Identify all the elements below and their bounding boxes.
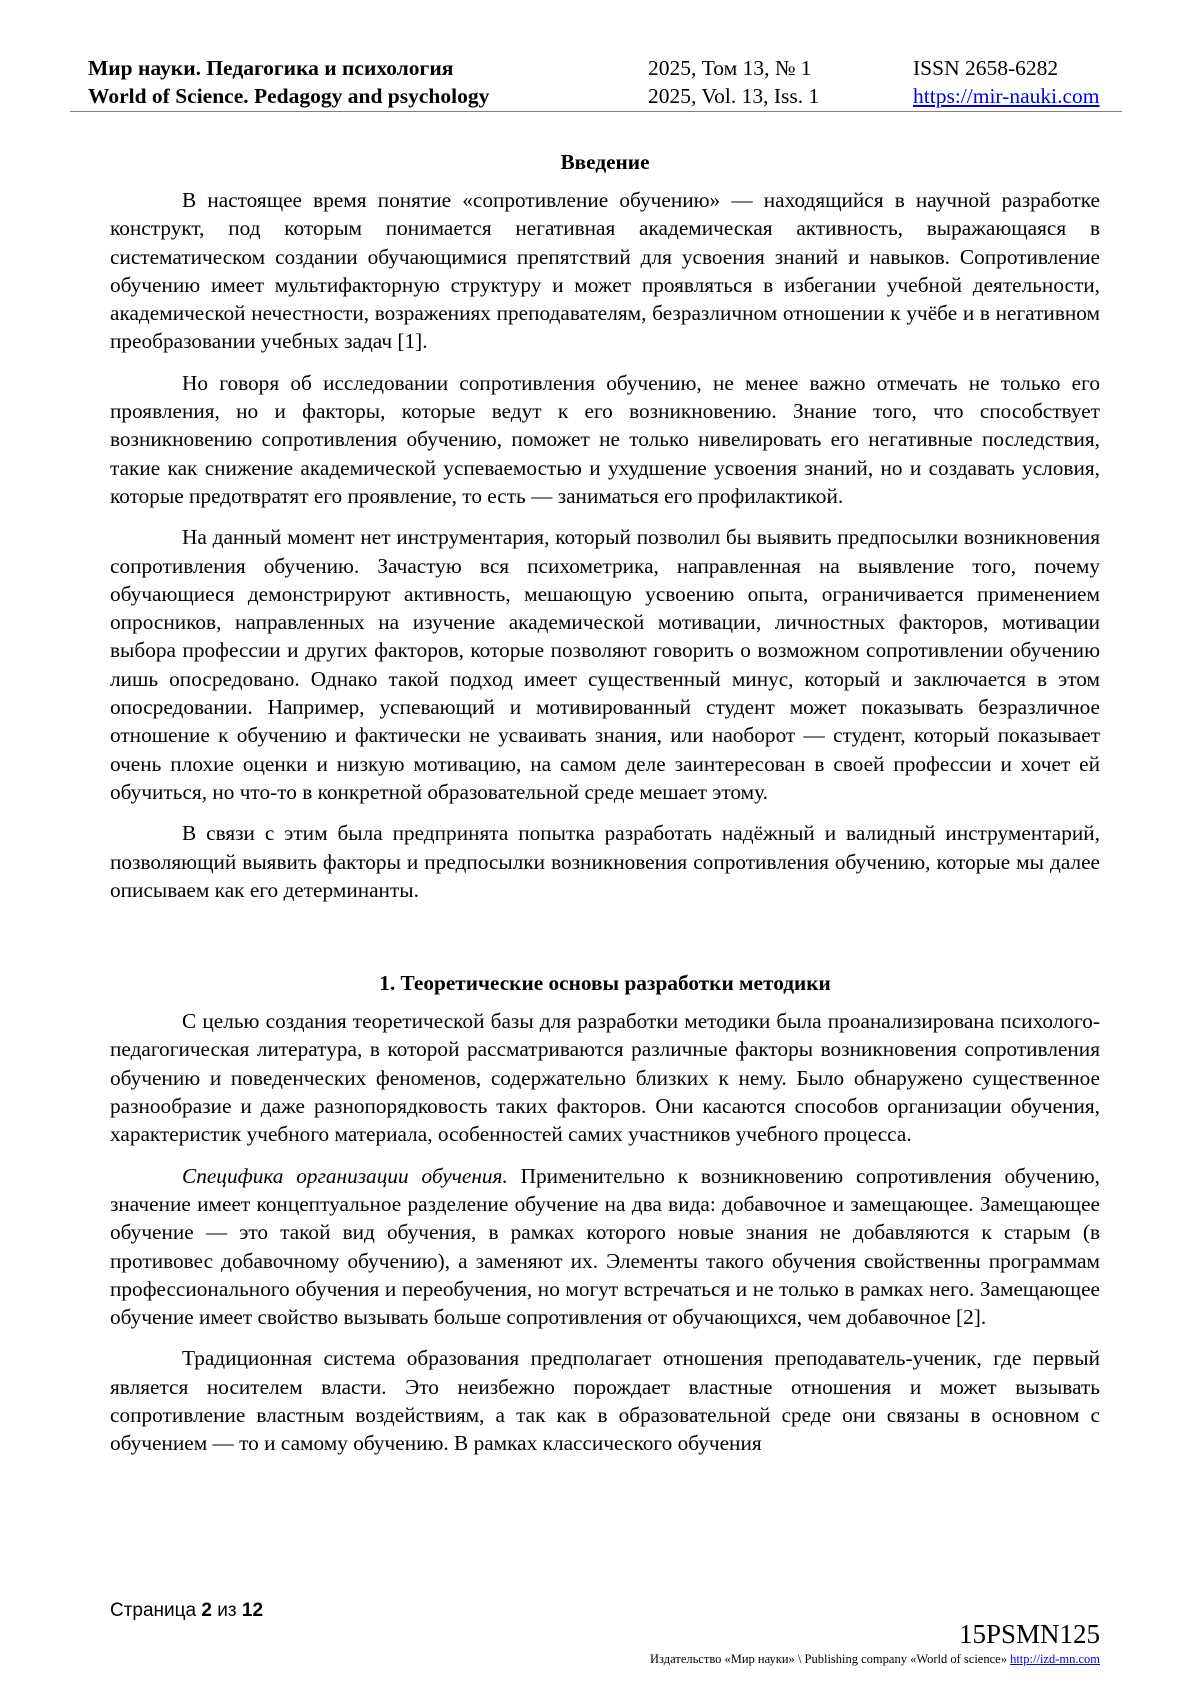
journal-url-link[interactable]: https://mir-nauki.com (913, 84, 1100, 108)
section-heading-intro: Введение (560, 150, 650, 174)
section-gap (110, 917, 1100, 969)
paragraph-lead-italic: Специфика организации обучения. (182, 1163, 508, 1188)
page-counter (110, 1600, 263, 1622)
journal-title-en: World of Science. Pedagogy and psychology (88, 84, 490, 108)
paragraph: Но говоря об исследовании сопротивления обучению, не менее важно отмечать не только его проявления, но и факторы, которые ведут к его возникновению. Знание того, что способствует возникновению сопротивления обучению, поможет не только нивелировать его негативные последствия, такие как снижение академической успеваемостью и ухудшение усвоения знаний, но и создавать условия, которые предотвратят его проявление, то есть — заниматься его профилактикой. (110, 370, 1100, 508)
publisher-link[interactable]: http://izd-mn.com (1010, 1652, 1100, 1666)
journal-title-ru: Мир науки. Педагогика и психология (88, 56, 454, 80)
issue-ru: 2025, Том 13, № 1 (648, 56, 812, 80)
page-header (88, 50, 1122, 112)
paragraph (110, 1162, 1100, 1332)
publisher-text: Издательство «Мир науки» \ Publishing company «World of science» (650, 1652, 1007, 1666)
section-heading-1: 1. Теоретические основы разработки методики (379, 971, 831, 996)
issn: ISSN 2658-6282 (913, 56, 1059, 80)
paragraph: В связи с этим была предпринята попытка разработать надёжный и валидный инструментарий, позволяющий выявить факторы и предпосылки возникновения сопротивления обучению, которые мы далее описываем как его детерминанты. (110, 821, 1100, 902)
paragraph-rest: Применительно к возникновению сопротивления обучению, значение имеет концептуальное разделение обучение на два вида: добавочное и замещающее. Замещающее обучение — это такой вид обучения, в рамках которого новые знания не добавляются к старым (в противовес добавочному обучению), а заменяют их. Элементы такого обучения свойственны программам профессионального обучения и переобучения, но могут встречаться и не только в рамках него. Замещающее обучение имеет свойство вызывать больше сопротивления от обучающихся, чем добавочное [2]. (110, 1163, 1100, 1330)
page-current: 2 (201, 1600, 212, 1621)
issue-en: 2025, Vol. 13, Iss. 1 (648, 84, 820, 108)
publisher-line (650, 1652, 1100, 1667)
article-body (110, 148, 1100, 1471)
paragraph: Традиционная система образования предполагает отношения преподаватель-ученик, где первый является носителем власти. Это неизбежно порождает властные отношения и может вызывать сопротивление властным воздействиям, а так как в образовательной среде они связаны в основном с обучением — то и самому обучению. В рамках классического обучения (110, 1346, 1100, 1456)
paragraph: На данный момент нет инструментария, который позволил бы выявить предпосылки возникновения сопротивления обучению. Зачастую вся психометрика, направленная на выявление того, почему обучающиеся демонстрируют активность, мешающую усвоению опыта, ограничивается применением опросников, направленных на изучение академической мотивации, личностных факторов, мотивации выбора профессии и других факторов, которые позволяют говорить о возможном сопротивлении обучению лишь опосредовано. Однако такой подход имеет существенный минус, который и заключается в этом опосредовании. Например, успевающий и мотивированный студент может показывать безразличное отношение к обучению и фактически не усваивать знания, или наоборот — студент, который показывает очень плохие оценки и низкую мотивацию, на самом деле заинтересован в своей профессии и хочет ей обучиться, но что-то в конкретной образовательной среде мешает этому. (110, 525, 1100, 804)
page-word: Страница (110, 1600, 197, 1621)
header-divider (70, 111, 1122, 112)
article-code: 15PSMN125 (958, 1619, 1100, 1649)
page-of: из (217, 1600, 237, 1621)
page-total: 12 (241, 1600, 264, 1621)
paragraph: С целью создания теоретической базы для разработки методики была проанализирована психолого-педагогическая литература, в которой рассматриваются различные факторы возникновения сопротивления обучению и поведенческих феноменов, содержательно близких к нему. Было обнаружено существенное разнообразие и даже разнопорядковость таких факторов. Они касаются способов организации обучения, характеристик учебного материала, особенностей самих участников учебного процесса. (110, 1009, 1100, 1147)
paragraph: В настоящее время понятие «сопротивление обучению» — находящийся в научной разработке конструкт, под которым понимается негативная академическая активность, выражающаяся в систематическом создании обучающимися препятствий для усвоения знаний и навыков. Сопротивление обучению имеет мультифакторную структуру и может проявляться в избегании учебной деятельности, академической нечестности, возражениях преподавателям, безразличном отношении к учёбе и в негативном преобразовании учебных задач [1]. (110, 188, 1100, 354)
